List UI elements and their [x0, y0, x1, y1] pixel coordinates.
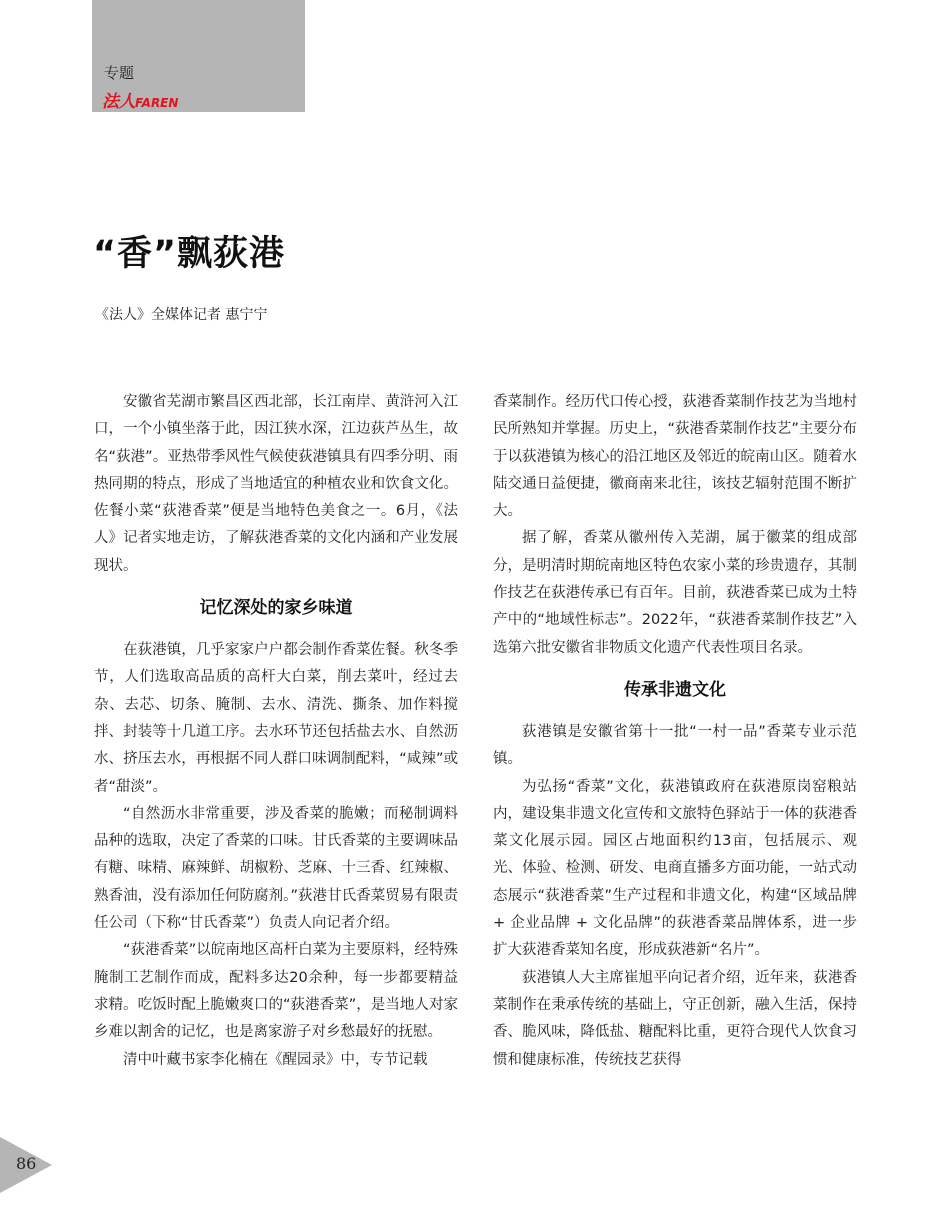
body-paragraph: 在荻港镇，几乎家家户户都会制作香菜佐餐。秋冬季节，人们选取高品质的高杆大白菜，削去菜叶，经过去杂、去芯、切条、腌制、去水、清洗、撕条、加作料搅拌、封装等十几道工序。去水环节还包括盐去水、自然沥水、挤压去水，再根据不同人群口味调制配料，“咸辣”或者“甜淡”。 [94, 642, 458, 795]
body-paragraph: 据了解，香菜从徽州传入芜湖，属于徽菜的组成部分，是明清时期皖南地区特色农家小菜的珍贵遗存，其制作技艺在荻港传承已有百年。目前，荻港香菜已成为土特产中的“地域性标志”。2022年，“荻港香菜制作技艺”入选第六批安徽省非物质文化遗产代表性项目名录。 [493, 530, 857, 656]
byline: 《法人》全媒体记者 惠宁宁 [95, 307, 268, 323]
continued-paragraph: 香菜制作。经历代口传心授，荻港香菜制作技艺为当地村民所熟知并掌握。历史上，“荻港香菜制作技艺”主要分布于以荻港镇为核心的沿江地区及邻近的皖南山区。随着水陆交通日益便捷，徽商南来北往，该技艺辐射范围不断扩大。 [493, 394, 857, 520]
header-block [92, 0, 305, 112]
body-paragraph: 荻港镇人大主席崔旭平向记者介绍，近年来，荻港香菜制作在秉承传统的基础上，守正创新，融入生活，保持香、脆风味，降低盐、糖配料比重，更符合现代人饮食习惯和健康标准，传统技艺获得 [493, 969, 857, 1068]
article-title: “香”飘荻港 [93, 234, 286, 274]
left-column [94, 389, 458, 1074]
intro-paragraph: 安徽省芜湖市繁昌区西北部，长江南岸、黄浒河入江口，一个小镇坐落于此，因江狭水深，江边荻芦丛生，故名“荻港”。亚热带季风性气候使荻港镇具有四季分明、雨热同期的特点，形成了当地适宜的种植农业和饮食文化。佐餐小菜“荻港香菜”便是当地特色美食之一。6月，《法人》记者实地走访，了解荻港香菜的文化内涵和产业发展现状。 [94, 394, 458, 574]
abbreviation-note: 下称“甘氏香菜” [152, 915, 255, 932]
right-column [493, 389, 857, 1074]
page-number: 86 [16, 1154, 37, 1173]
body-paragraph [94, 801, 458, 937]
body-paragraph: “荻港香菜”以皖南地区高杆白菜为主要原料，经特殊腌制工艺制作而成，配料多达20余种，每一步都要精益求精。吃饭时配上脆嫩爽口的“荻港香菜”，是当地人对家乡难以割舍的记忆，也是离家游子对乡愁最好的抚慰。 [94, 942, 458, 1041]
quote-text: “自然沥水非常重要，涉及香菜的脆嫩；而秘制调料品种的选取，决定了香菜的口味。甘氏香菜的主要调味品有糖、味精、麻辣鲜、胡椒粉、芝麻、十三香、红辣椒、熟香油，没有添加任何防腐剂。”荻港甘氏香菜贸易有限责任公司（ [94, 805, 458, 932]
section-heading: 记忆深处的家乡味道 [199, 598, 353, 619]
body-paragraph: 荻港镇是安徽省第十一批“一村一品”香菜专业示范镇。 [493, 723, 857, 768]
body-paragraph: 清中叶藏书家李化楠在《醒园录》中，专节记载 [123, 1051, 428, 1068]
section-heading: 传承非遗文化 [624, 679, 726, 700]
section-label: 专题 [104, 64, 135, 82]
logo-cn: 法人 [102, 92, 135, 112]
logo-latin: FAREN [135, 96, 179, 110]
magazine-logo [102, 87, 178, 112]
body-paragraph: 为弘扬“香菜”文化，荻港镇政府在荻港原岗窑粮站内，建设集非遗文化宣传和文旅特色驿站于一体的荻港香菜文化展示园。园区占地面积约13亩，包括展示、观光、体验、检测、研发、电商直播多方面功能，一站式动态展示“荻港香菜”生产过程和非遗文化，构建“区域品牌 + 企业品牌 + 文化品牌”的荻港香菜品牌体系，进一步扩大荻港香菜知名度，形成荻港新“名片”。 [493, 778, 857, 959]
quote-text-end: ）负责人向记者介绍。 [254, 915, 400, 932]
